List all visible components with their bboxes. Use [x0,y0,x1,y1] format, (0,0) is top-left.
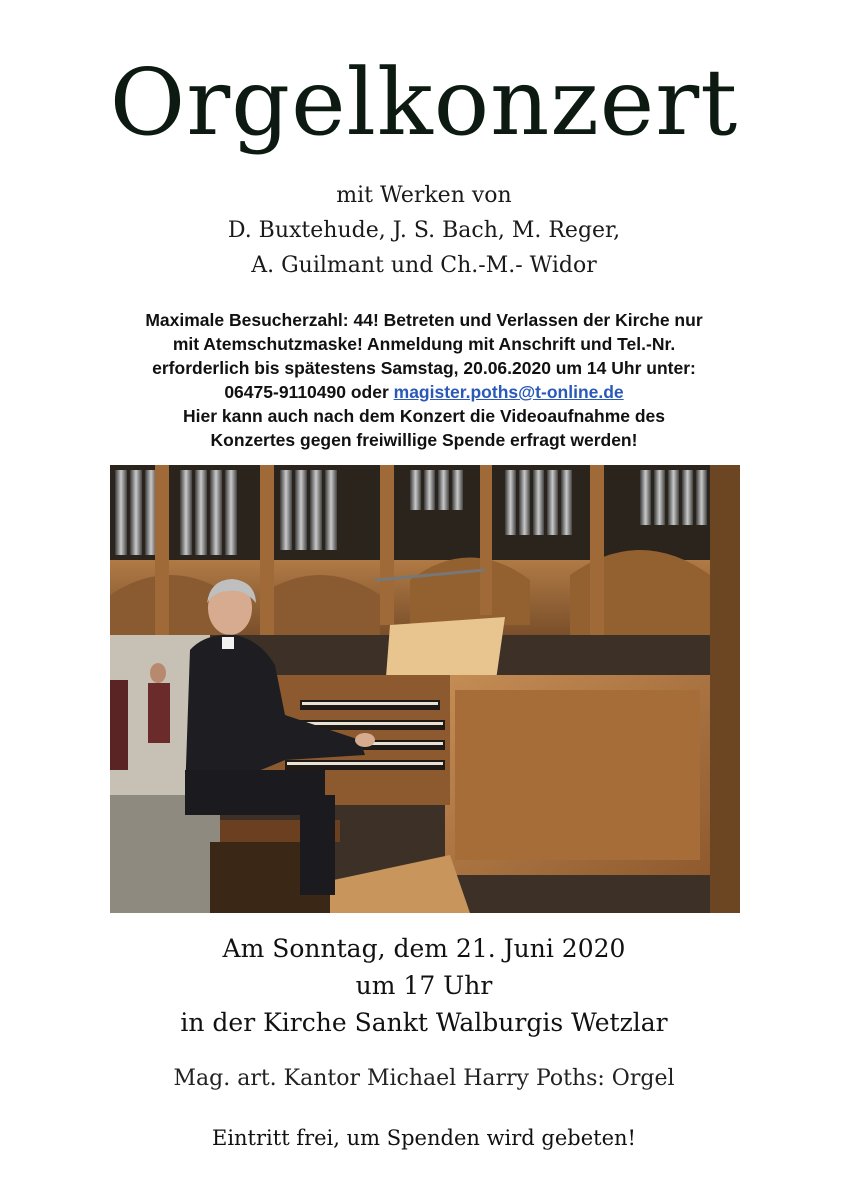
performer-line: Mag. art. Kantor Michael Harry Poths: Orgel [173,1066,675,1091]
contact-line [60,380,788,404]
works-block [0,178,848,283]
event-time: um 17 Uhr [355,971,493,1000]
organist-photo [110,465,740,913]
works-intro: mit Werken von [336,183,512,208]
info-line-5: Hier kann auch nach dem Konzert die Videoaufnahme des [182,406,666,426]
info-line-3: erforderlich bis spätestens Samstag, 20.06.2020 um 14 Uhr unter: [152,358,696,378]
poster-title: Orgelkonzert [109,49,739,156]
composers-line-1: D. Buxtehude, J. S. Bach, M. Reger, [227,218,621,243]
info-line-2: mit Atemschutzmaske! Anmeldung mit Anschrift und Tel.-Nr. [172,334,676,354]
event-block [0,930,848,1041]
event-date: Am Sonntag, dem 21. Juni 2020 [222,934,626,963]
info-line-6: Konzertes gegen freiwillige Spende erfragt werden! [210,430,638,450]
info-line-1: Maximale Besucherzahl: 44! Betreten und Verlassen der Kirche nur [145,310,703,330]
phone-number: 06475-9110490 oder [224,382,394,402]
entry-note: Eintritt frei, um Spenden wird gebeten! [211,1126,636,1150]
info-block [60,308,788,452]
event-place: in der Kirche Sankt Walburgis Wetzlar [180,1008,668,1037]
email-link[interactable]: magister.poths@t-online.de [393,382,624,402]
composers-line-2: A. Guilmant und Ch.-M.- Widor [251,253,597,278]
